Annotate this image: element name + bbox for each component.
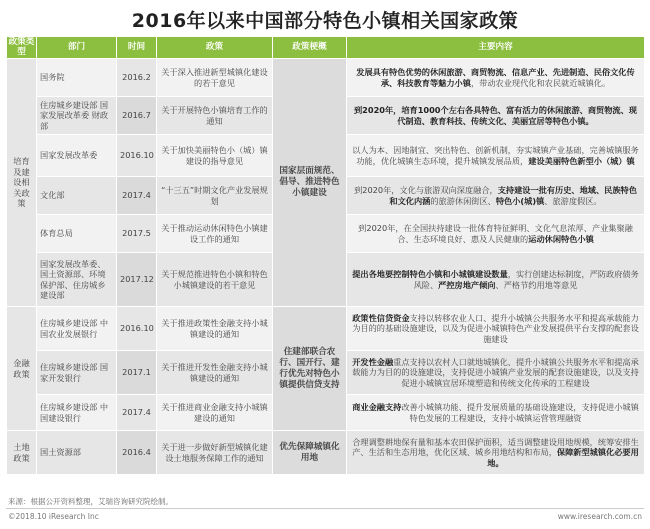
header-main-content: 主要内容 [347, 37, 645, 59]
content-text: 合理调整耕地保有量和基本农田保护面积，适当调整建设用地规模，统筹安排生产、生活和生态用地，优化区域、城乡用地结构和布局， [352, 436, 639, 458]
table-header-row [7, 37, 645, 59]
content-emphasis: 提出各地要控制特色小镇和小城镇建设数量 [352, 269, 508, 279]
content-emphasis: 到2020年，培育1000个左右各具特色、富有活力的休闲旅游、商贸物流、现代制造、教育科技、传统文化、美丽宜居等特色小镇。 [353, 105, 637, 126]
department-cell: 国家发展改革委 [37, 135, 117, 177]
policy-summary-cell: 住建部联合农行、国开行、建行优先对特色小镇提供信贷支持 [273, 307, 347, 431]
content-text: 的旅游休闲街区、 [430, 195, 496, 206]
time-cell: 2016.4 [117, 431, 157, 475]
policy-summary-cell: 国家层面规范、倡导、推进特色小镇建设 [273, 59, 347, 307]
content-cell [347, 97, 645, 135]
header-department: 部门 [37, 37, 117, 59]
department-cell: 国务院 [37, 59, 117, 97]
content-emphasis: 保障新型城镇化必要用地。 [487, 447, 639, 468]
content-text: 重点支持以农村人口就地城镇化、提升小城镇公共服务水平和提高承载能力为目的的设施建设，支持促进小城镇产业发展的配套设施建设，以及支持促进小城镇宜居环境塑造和传统文化传承的工程建设 [352, 356, 639, 388]
content-text: ，实行创建达标制度，严防政府债务风险、 [413, 269, 639, 290]
content-text: 到2020年，在全国扶持建设一批体育特征鲜明、文化气息浓厚、产业集聚融合、生态环境良好、惠及人民健康的 [358, 223, 633, 244]
time-cell: 2016.10 [117, 135, 157, 177]
content-emphasis: 严控房地产倾向 [438, 279, 496, 290]
content-cell [347, 177, 645, 215]
content-text: 改善小城镇功能、提升发展质量的基础设施建设，支持促进小城镇特色发展的工程建设，支持小城镇运营管理融资 [401, 402, 639, 423]
department-cell: 住房城乡建设部 中国农业发展银行 [37, 307, 117, 351]
header-policy-type: 政策类型 [7, 37, 37, 59]
policy-type-cell: 培育及建设相关政策 [7, 59, 37, 307]
time-cell: 2017.5 [117, 215, 157, 253]
policy-cell: 关于规范推进特色小镇和特色小城镇建设的若干意见 [157, 253, 273, 307]
page-title: 2016年以来中国部分特色小镇相关国家政策 [131, 10, 519, 32]
content-emphasis: 特色小(城)镇 [495, 195, 545, 206]
policy-cell: 关于进一步做好新型城镇化建设土地服务保障工作的通知 [157, 431, 273, 475]
policy-cell: 关于推进开发性金融支持小城镇建设的通知 [157, 351, 273, 395]
table-row [7, 307, 645, 351]
time-cell: 2016.2 [117, 59, 157, 97]
time-cell: 2016.10 [117, 307, 157, 351]
content-cell [347, 351, 645, 395]
department-cell: 住房城乡建设部 中国建设银行 [37, 395, 117, 431]
department-cell: 住房城乡建设部 国家开发银行 [37, 351, 117, 395]
table-row [7, 431, 645, 475]
content-text: 以人为本、因地制宜、突出特色、创新机制，夯实城镇产业基础，完善城镇服务功能，优化城镇生态环境，提升城镇发展品质， [352, 145, 639, 166]
header-policy-summary: 政策梗概 [273, 37, 347, 59]
content-emphasis: 商业金融支持 [352, 402, 402, 412]
time-cell: 2017.12 [117, 253, 157, 307]
policy-summary-cell: 优先保障城镇化用地 [273, 431, 347, 475]
time-cell: 2016.7 [117, 97, 157, 135]
content-emphasis: 开发性金融 [352, 356, 394, 367]
policy-cell: “十三五”时期文化产业发展规划 [157, 177, 273, 215]
content-cell [347, 253, 645, 307]
policy-cell: 关于推进商业金融支持小城镇建设的通知 [157, 395, 273, 431]
policy-table [6, 36, 645, 475]
content-cell [347, 431, 645, 475]
content-cell [347, 395, 645, 431]
time-cell: 2017.1 [117, 351, 157, 395]
policy-type-cell: 金融政策 [7, 307, 37, 431]
content-emphasis: 建设美丽特色新型小（城）镇 [528, 155, 635, 166]
content-emphasis: 运动休闲特色小镇 [528, 233, 594, 244]
department-cell: 国家发展改革委、国土资源部、环境保护部、住房城乡建设部 [37, 253, 117, 307]
header-time: 时间 [117, 37, 157, 59]
footer-divider [6, 508, 644, 509]
content-cell [347, 59, 645, 97]
header-policy: 政策 [157, 37, 273, 59]
policy-cell: 关于推进政策性金融支持小城镇建设的通知 [157, 307, 273, 351]
department-cell: 文化部 [37, 177, 117, 215]
content-text: 、旅游度假区。 [544, 195, 602, 206]
time-cell: 2017.4 [117, 177, 157, 215]
content-text: 支持以转移农业人口、提升小城镇公共服务水平和提高承载能力为目的的基础设施建设，以及为促进小城镇特色产业发展提供平台支撑的配套设施建设 [352, 312, 639, 344]
table-row [7, 59, 645, 97]
content-text: ，带动农业现代化和农民就近城镇化。 [470, 77, 611, 88]
content-text: 到2020年，文化与旅游双向深度融合， [354, 185, 498, 195]
content-cell [347, 135, 645, 177]
content-text: 、严格节约用地等意见 [495, 279, 578, 290]
policy-cell: 关于深入推进新型城镇化建设的若干意见 [157, 59, 273, 97]
policy-type-cell: 土地政策 [7, 431, 37, 475]
department-cell: 住房城乡建设部 国家发展改革委 财政部 [37, 97, 117, 135]
policy-cell: 关于开展特色小镇培育工作的通知 [157, 97, 273, 135]
content-cell [347, 215, 645, 253]
time-cell: 2017.4 [117, 395, 157, 431]
content-cell [347, 307, 645, 351]
policy-cell: 关于加快美丽特色小（城）镇建设的指导意见 [157, 135, 273, 177]
department-cell: 体育总局 [37, 215, 117, 253]
policy-cell: 关于推动运动休闲特色小镇建设工作的通知 [157, 215, 273, 253]
department-cell: 国土资源部 [37, 431, 117, 475]
content-emphasis: 政策性信贷资金 [352, 312, 410, 323]
website-text: www.iresearch.com.cn [557, 512, 642, 521]
content-emphasis: 支持建设一批有历史、地域、民族特色和文化内涵 [389, 185, 637, 206]
source-note: 来源：根据公开资料整理，艾瑞咨询研究院绘制。 [8, 497, 173, 506]
copyright-text: ©2018.10 iResearch Inc [8, 512, 99, 521]
content-emphasis: 发展具有特色优势的休闲旅游、商贸物流、信息产业、先进制造、民俗文化传承、科技教育等魅力小镇 [356, 67, 635, 88]
